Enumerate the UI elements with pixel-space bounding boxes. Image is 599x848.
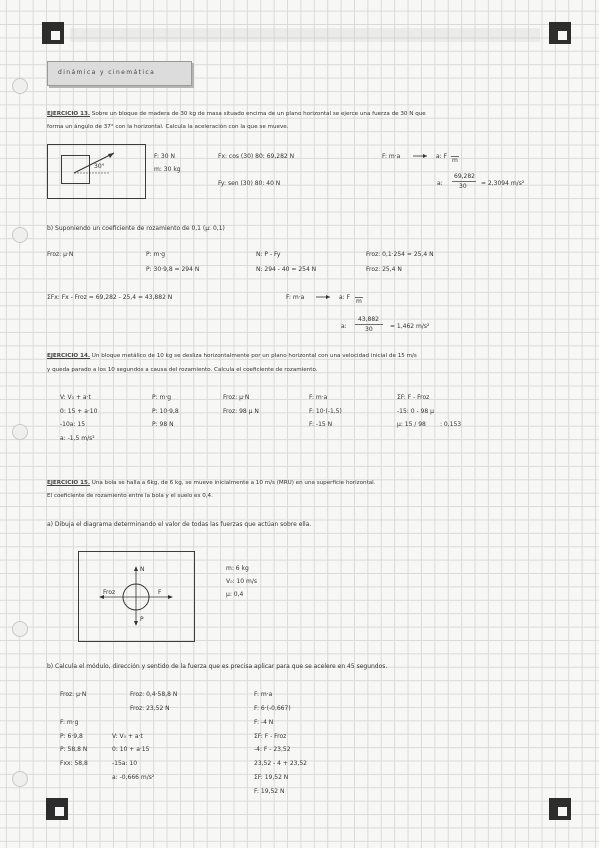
ex14-weight-1: P: m·g (152, 394, 172, 401)
ex15-col3-4: a: -0,666 m/s² (112, 774, 155, 781)
ex15-col4-1: F: m·a (254, 691, 273, 698)
ex14-friction-1: Froz: μ·N (223, 394, 250, 401)
ex14-kinematics-4: a: -1,5 m/s² (60, 435, 95, 442)
accel-denominator: m (452, 157, 458, 164)
accel-den-2: 30 (365, 326, 373, 333)
weight-formula: P: m·g (146, 251, 166, 258)
accel-num-2: 43,882 (358, 316, 379, 323)
normal-formula: N: P - Fy (256, 251, 281, 258)
accel-label: a: (437, 180, 443, 187)
accel-den: 30 (459, 183, 467, 190)
sum-forces: ΣFx: Fx - Froz = 69,282 - 25,4 = 43,882 N (47, 294, 173, 301)
ex15-col4-5: -4: F - 23,52 (254, 746, 291, 753)
part-a-label: a) Dibuja el diagrama determinando el valor de todas las fuerzas que actúan sobre ella. (47, 521, 312, 528)
accel-result-2: = 1,462 m/s² (390, 323, 430, 330)
accel-formula: a: F (436, 153, 448, 160)
accel-num: 69,282 (454, 173, 475, 180)
exercise-15-label: EJERCICIO 15. (47, 480, 91, 486)
exercise-15-statement-2: El coeficiente de rozamiento entre la bola y el suelo es 0,4. (47, 493, 213, 499)
newton-law: F: m·a (382, 153, 401, 160)
weight-calc: P: 30·9,8 = 294 N (146, 266, 200, 273)
newton-law-2: F: m·a (286, 294, 305, 301)
normal-force-label: N (140, 566, 145, 573)
ex15-col4-6: 23,52 - 4 + 23,52 (254, 760, 307, 767)
ex15-col3-2: 0: 10 + a·15 (112, 746, 150, 753)
friction-force-label: Froz (103, 589, 116, 596)
ex14-sum-3: μ: 15 / 98 (397, 421, 426, 428)
friction-calc: Froz: 0,1·254 = 25,4 N (366, 251, 434, 258)
ex15-mass: m: 6 kg (226, 565, 249, 572)
fx-calc: Fx: cos (30) 80: 69,282 N (218, 153, 295, 160)
accel-formula-2: a: F (339, 294, 351, 301)
ex14-force-3: F: -15 N (309, 421, 333, 428)
friction-result: Froz: 25,4 N (366, 266, 402, 273)
ex14-force-1: F: m·a (309, 394, 328, 401)
ex15-col1-1: Froz: μ·N (60, 691, 87, 698)
ex14-kinematics-3: -10a: 15 (60, 421, 86, 428)
exercise-13-statement-2: forma un ángulo de 37° con la horizontal. Calcula la aceleración con la que se mueve. (47, 124, 289, 130)
part-b-label: b) Suponiendo un coeficiente de rozamiento de 0,1 (μ: 0,1) (47, 225, 225, 232)
ex14-force-2: F: 10·(-1,5) (309, 408, 342, 415)
ex14-kinematics-2: 0: 15 + a·10 (60, 408, 98, 415)
ex15-col1-2: F: m·g (60, 719, 79, 726)
ex15-col4-7: ΣF: 19,52 N (254, 774, 289, 781)
ex14-sum-1: ΣF: F - Froz (397, 394, 430, 401)
ex15-col1-4: P: 58,8 N (60, 746, 88, 753)
ex15-col2-1: Froz: 0,4·58,8 N (130, 691, 178, 698)
ex15-col3-3: -15a: 10 (112, 760, 138, 767)
ex14-weight-3: P: 98 N (152, 421, 174, 428)
ex15-mu: μ: 0,4 (226, 591, 244, 598)
ex14-friction-2: Froz: 98 μ N (223, 408, 259, 415)
friction-formula: Froz: μ·N (47, 251, 74, 258)
force-value: F: 30 N (154, 153, 175, 160)
normal-calc: N: 294 - 40 = 254 N (256, 266, 317, 273)
exercise-13-label: EJERCICIO 13. (47, 111, 91, 117)
part-b-label-15: b) Calcula el módulo, dirección y sentido de la fuerza que es precisa aplicar para que se acelere en 45 segundos. (47, 663, 388, 670)
weight-force-label: P (140, 616, 144, 623)
exercise-14-text-1: Un bloque metálico de 10 kg se desliza horizontalmente por un plano horizontal con una velocidad inicial de 15 m/s (91, 353, 417, 359)
ex15-velocity: V₀: 10 m/s (226, 578, 257, 585)
ex15-col3-1: V: V₀ + a·t (112, 733, 143, 740)
exercise-15-text-1: Una bola se halla a 6kg, de 6 kg, se mueve inicialmente a 10 m/s (MRU) en una superficie horizontal. (91, 480, 376, 486)
accel-denominator-2: m (356, 298, 362, 305)
exercise-13-text-1: Sobre un bloque de madera de 30 kg de masa situado encima de un plano horizontal se ejerce una fuerza de 30 N que (91, 111, 426, 117)
ex15-col1-3: P: 6·9,8 (60, 733, 83, 740)
mass-value: m: 30 kg (154, 166, 181, 173)
ex15-col4-4: ΣF: F - Froz (254, 733, 287, 740)
ex15-col4-2: F: 6·(-0,667) (254, 705, 291, 712)
ex14-kinematics-1: V: V₀ + a·t (60, 394, 91, 401)
exercise-14-statement-2: y queda parado a los 10 segundos a causa del rozamiento. Calcula el coeficiente de rozamiento. (47, 367, 318, 373)
ex14-sum-2: -15: 0 - 98 μ (397, 408, 434, 415)
accel-result: = 2,3094 m/s² (481, 180, 525, 187)
applied-force-label: F (158, 589, 162, 596)
angle-label: 30° (94, 163, 105, 170)
ex15-col4-8: F: 19,52 N (254, 788, 285, 795)
fy-calc: Fy: sen (30) 80: 40 N (218, 180, 281, 187)
ex14-weight-2: P: 10·9,8 (152, 408, 179, 415)
accel-label-2: a: (341, 323, 347, 330)
ex15-col1-5: Fxx: 58,8 (60, 760, 88, 767)
ex14-sum-4: : 0,153 (440, 421, 462, 428)
page-title: dinámica y cinemática (58, 69, 156, 76)
ex15-col4-3: F: -4 N (254, 719, 274, 726)
ex15-col2-2: Froz: 23,52 N (130, 705, 170, 712)
exercise-14-label: EJERCICIO 14. (47, 353, 91, 359)
